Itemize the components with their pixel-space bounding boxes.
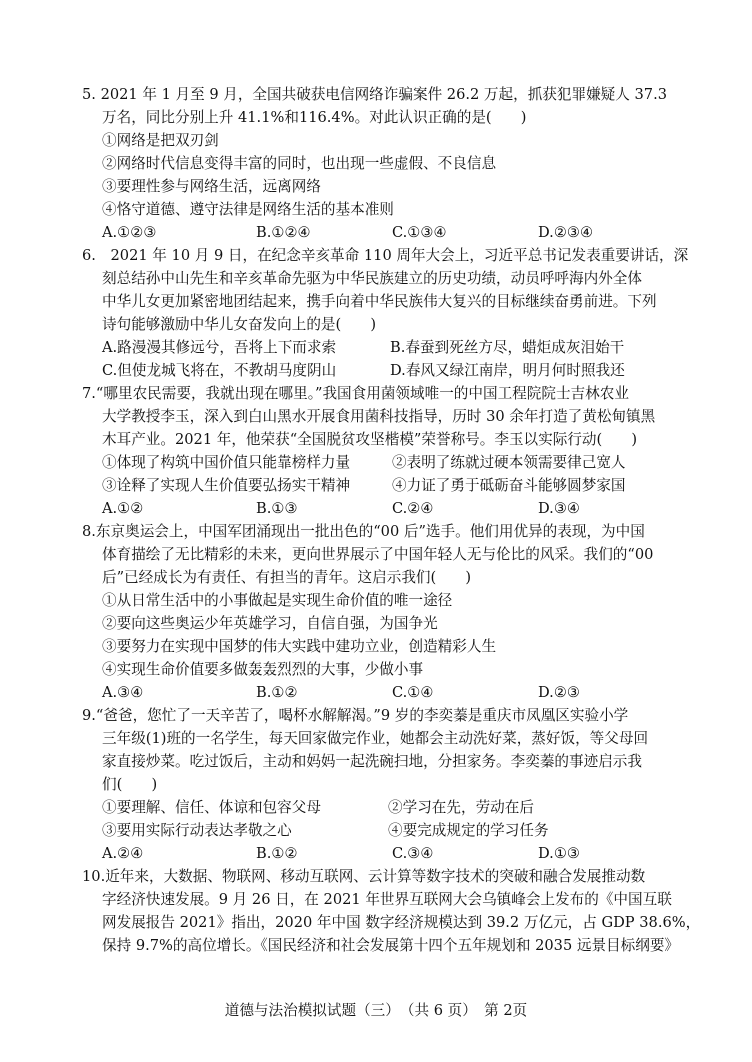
question-7-line-2: 大学教授李玉，深入到白山黑水开展食用菌科技指导，历时 30 余年打造了黄松甸镇黑 bbox=[102, 408, 656, 425]
question-8-statement-2: ②要向这些奥运少年英雄学习，自信自强，为国争光 bbox=[102, 615, 438, 632]
question-6-line-3: 中华儿女更加紧密地团结起来，携手向着中华民族伟大复兴的目标继续奋勇前进。下列 bbox=[102, 293, 657, 310]
question-8-statement-4: ④实现生命价值要多做轰轰烈烈的大事，少做小事 bbox=[102, 661, 424, 678]
question-5-option-c: C.①③④ bbox=[392, 224, 447, 241]
question-7-option-d: D.③④ bbox=[538, 500, 580, 517]
footer-page-number: 第 2页 bbox=[484, 1002, 528, 1019]
question-6-line-1: 6. 2021 年 10 月 9 日，在纪念辛亥革命 110 周年大会上，习近平总书记发表重要讲话，深 bbox=[82, 247, 689, 264]
page-footer bbox=[0, 1000, 752, 1022]
question-9-statement-3: ③要用实际行动表达孝敬之心 bbox=[102, 822, 292, 839]
question-9-option-a: A.②④ bbox=[102, 845, 144, 862]
footer-total-pages: （共 6 页） bbox=[407, 1002, 470, 1019]
question-7-option-c: C.②④ bbox=[392, 500, 434, 517]
question-8-statement-3: ③要努力在实现中国梦的伟大实践中建功立业，创造精彩人生 bbox=[102, 638, 497, 655]
question-6-line-4: 诗句能够激励中华儿女奋发向上的是( ) bbox=[102, 316, 377, 333]
question-8-option-c: C.①④ bbox=[392, 684, 434, 701]
question-6-option-a: A.路漫漫其修远兮，吾将上下而求索 bbox=[102, 339, 337, 356]
question-9-option-c: C.③④ bbox=[392, 845, 434, 862]
question-7-statement-3: ③诠释了实现人生价值要弘扬实干精神 bbox=[102, 477, 351, 494]
question-6-option-c: C.但使龙城飞将在，不教胡马度阴山 bbox=[102, 362, 337, 379]
question-9-option-b: B.①② bbox=[256, 845, 298, 862]
question-5-line-1: 5. 2021 年 1 月至 9 月，全国共破获电信网络诈骗案件 26.2 万起，抓获犯罪嫌疑人 37.3 bbox=[82, 86, 667, 103]
question-10-line-1: 10.近年来，大数据、物联网、移动互联网、云计算等数字技术的突破和融合发展推动数 bbox=[82, 868, 646, 885]
question-6-option-b: B.春蚕到死丝方尽，蜡炬成灰泪始干 bbox=[390, 339, 625, 356]
question-9-option-d: D.①③ bbox=[538, 845, 580, 862]
question-10-line-3: 网发展报告 2021》指出，2020 年中国 数字经济规模达到 39.2 万亿元，占 GDP 38.6%， bbox=[102, 914, 701, 931]
question-9-line-2: 三年级(1)班的一名学生，每天回家做完作业，她都会主动洗好菜，蒸好饭，等父母回 bbox=[102, 730, 649, 747]
question-5-statement-1: ①网络是把双刃剑 bbox=[102, 132, 219, 149]
question-9-statement-2: ②学习在先，劳动在后 bbox=[388, 799, 534, 816]
question-5-option-d: D.②③④ bbox=[538, 224, 594, 241]
question-5-option-b: B.①②④ bbox=[256, 224, 311, 241]
question-6-line-2: 刻总结孙中山先生和辛亥革命先驱为中华民族建立的历史功绩，动员呼呼海内外全体 bbox=[102, 270, 642, 287]
question-7-line-1: 7.“哪里农民需要，我就出现在哪里。”我国食用菌领域唯一的中国工程院院士吉林农业 bbox=[82, 385, 629, 402]
question-9-line-3: 家直接炒菜。吃过饭后，主动和妈妈一起洗碗扫地，分担家务。李奕蓁的事迹启示我 bbox=[102, 753, 642, 770]
footer-title: 道德与法治模拟试题（三） bbox=[224, 1002, 393, 1019]
question-7-statement-2: ②表明了练就过硬本领需要律己宽人 bbox=[392, 454, 626, 471]
question-7-statement-1: ①体现了构筑中国价值只能靠榜样力量 bbox=[102, 454, 351, 471]
question-5-line-2: 万名，同比分别上升 41.1%和116.4%。对此认识正确的是( ) bbox=[102, 109, 527, 126]
question-8-line-3: 后”已经成长为有责任、有担当的青年。这启示我们( ) bbox=[102, 569, 472, 586]
question-5-option-a: A.①②③ bbox=[102, 224, 157, 241]
question-8-option-b: B.①② bbox=[256, 684, 298, 701]
question-8-statement-1: ①从日常生活中的小事做起是实现生命价值的唯一途径 bbox=[102, 592, 453, 609]
question-5-statement-2: ②网络时代信息变得丰富的同时，也出现一些虚假、不良信息 bbox=[102, 155, 497, 172]
question-9-line-4: 们( ) bbox=[102, 776, 158, 793]
question-8-option-d: D.②③ bbox=[538, 684, 580, 701]
question-5-statement-3: ③要理性参与网络生活，远离网络 bbox=[102, 178, 321, 195]
question-8-line-1: 8.东京奥运会上，中国军团涌现出一批出色的“00 后”选手。他们用优异的表现，为中国 bbox=[82, 523, 645, 540]
question-7-option-a: A.①② bbox=[102, 500, 144, 517]
question-7-option-b: B.①③ bbox=[256, 500, 298, 517]
question-9-statement-1: ①要理解、信任、体谅和包容父母 bbox=[102, 799, 321, 816]
question-6-option-d: D.春风又绿江南岸，明月何时照我还 bbox=[390, 362, 625, 379]
question-7-statement-4: ④力证了勇于砥砺奋斗能够圆梦家国 bbox=[392, 477, 626, 494]
question-8-line-2: 体育描绘了无比精彩的未来，更向世界展示了中国年轻人无与伦比的风采。我们的“00 bbox=[102, 546, 654, 563]
question-9-statement-4: ④要完成规定的学习任务 bbox=[388, 822, 549, 839]
question-8-option-a: A.③④ bbox=[102, 684, 144, 701]
question-10-line-4: 保持 9.7%的高位增长。《国民经济和社会发展第十四个五年规划和 2035 远景目标纲要》 bbox=[102, 937, 680, 954]
question-9-line-1: 9.“爸爸，您忙了一天辛苦了，喝杯水解解渴。”9 岁的李奕蓁是重庆市凤凰区实验小学 bbox=[82, 707, 629, 724]
question-5-statement-4: ④恪守道德、遵守法律是网络生活的基本准则 bbox=[102, 201, 394, 218]
question-7-line-3: 木耳产业。2021 年，他荣获“全国脱贫攻坚楷模”荣誉称号。李玉以实际行动( ) bbox=[102, 431, 638, 448]
question-10-line-2: 字经济快速发展。9 月 26 日，在 2021 年世界互联网大会乌镇峰会上发布的《中国互联 bbox=[102, 891, 672, 908]
